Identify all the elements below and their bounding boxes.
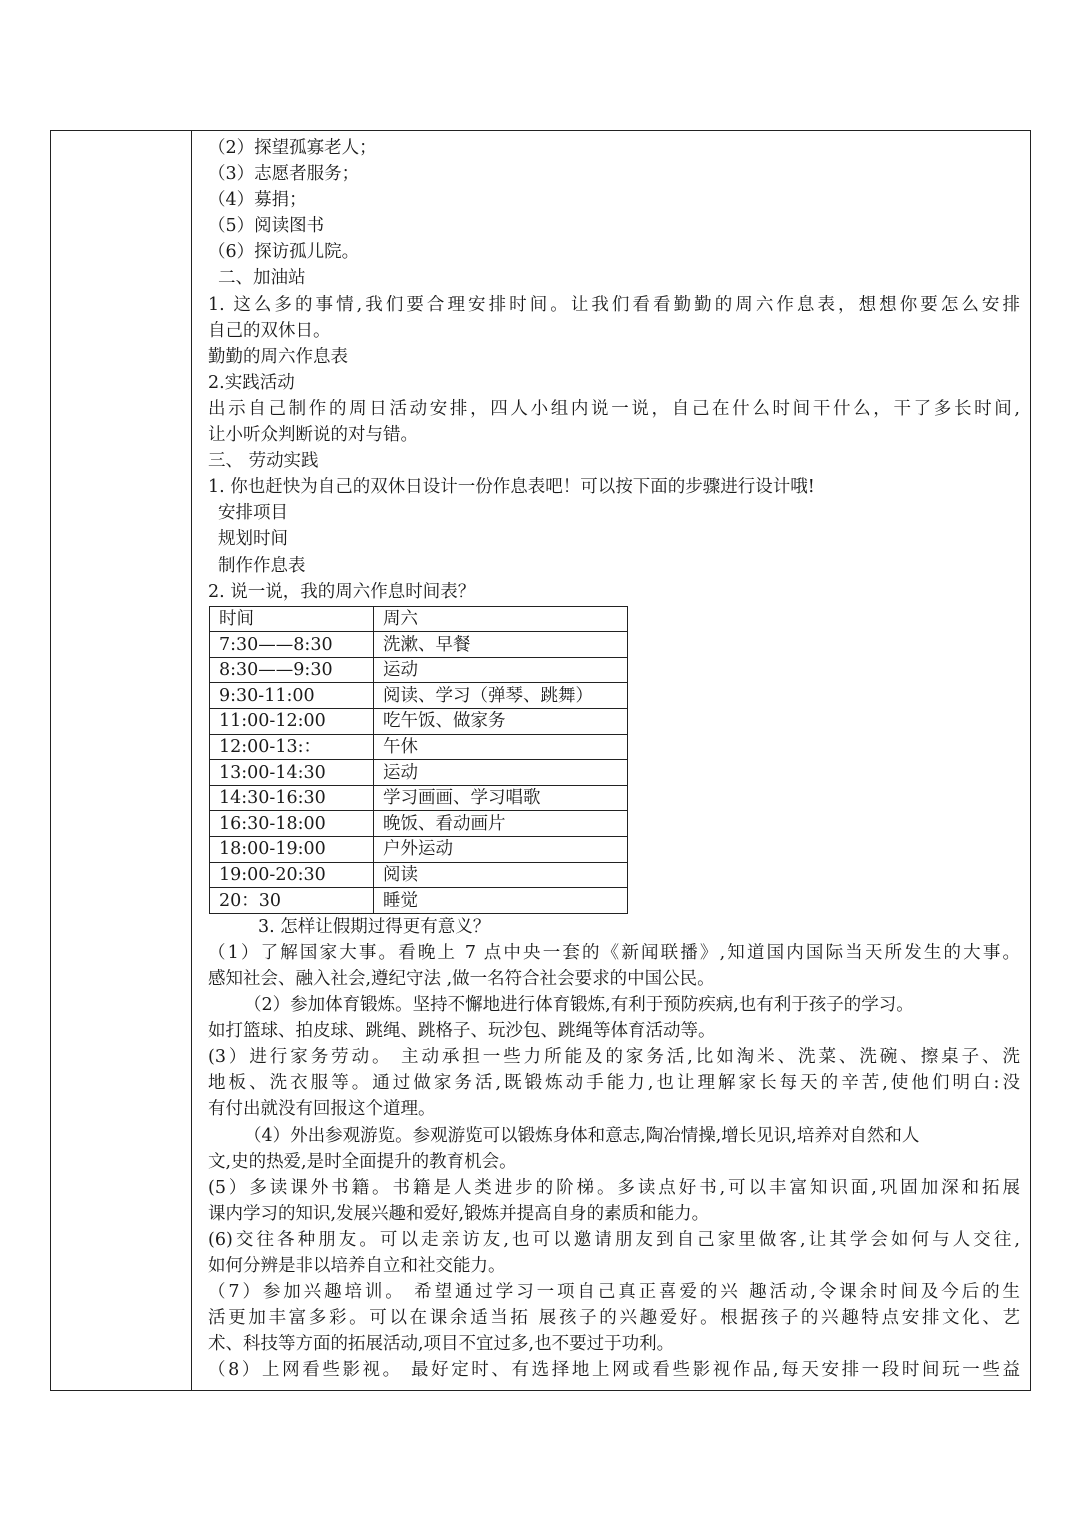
document-content [208,135,1020,1384]
paragraph-line: (6)交往各种朋友。可以走亲访友,也可以邀请朋友到自己家里做客,让其学会如何与人交往, [208,1229,1020,1250]
paragraph-line: 课内学习的知识,发展兴趣和爱好,锻炼并提高自身的素质和能力。 [208,1203,710,1224]
time-cell: 7:30——8:30 [210,632,374,658]
paragraph-line: （2）参加体育锻炼。坚持不懈地进行体育锻炼,有利于预防疾病,也有利于孩子的学习。 [244,995,914,1016]
table-row [210,811,628,837]
time-cell: 13:00-14:30 [210,760,374,786]
time-cell: 11:00-12:00 [210,709,374,735]
time-cell: 14:30-16:30 [210,785,374,811]
time-cell: 12:00-13:： [210,734,374,760]
activity-cell: 洗漱、早餐 [374,632,628,658]
table-header-cell: 周六 [374,606,628,632]
step-item: 制作作息表 [218,555,306,576]
paragraph-line: 有付出就没有回报这个道理。 [208,1099,436,1120]
paragraph-line: 自己的双休日。 [208,320,331,341]
activity-cell: 户外运动 [374,837,628,863]
section-heading: 二、加油站 [218,268,306,289]
paragraph-line: 地板、洗衣服等。通过做家务活,既锻炼动手能力,也让理解家长每天的辛苦,使他们明白:没 [208,1073,1020,1094]
table-row [210,657,628,683]
table-row [210,888,628,914]
paragraph-line: (3）进行家务劳动。 主动承担一些力所能及的家务活,比如淘米、洗菜、洗碗、擦桌子、洗 [208,1047,1020,1068]
list-item: （4）募捐； [208,190,307,211]
paragraph-line: 如打篮球、拍皮球、跳绳、跳格子、玩沙包、跳绳等体育活动等。 [208,1021,716,1042]
activity-cell: 运动 [374,657,628,683]
column-divider [191,130,192,1391]
activity-cell: 阅读 [374,862,628,888]
table-intro: 2. 说一说，我的周六作息时间表？ [208,581,476,602]
section-heading: 三、 劳动实践 [208,451,319,472]
paragraph-line: （1）了解国家大事。看晚上 7 点中央一套的《新闻联播》,知道国内国际当天所发生的大事。 [208,942,1020,963]
time-cell: 9:30-11:00 [210,683,374,709]
paragraph-line: （7）参加兴趣培训。 希望通过学习一项自己真正喜爱的兴 趣活动,令课余时间及今后的生 [208,1282,1020,1303]
activity-cell: 睡觉 [374,888,628,914]
paragraph-line: (5）多读课外书籍。书籍是人类进步的阶梯。多读点好书,可以丰富知识面,巩固加深和拓展 [208,1177,1020,1198]
schedule-table [209,606,628,914]
subsection-title: 2.实践活动 [208,372,295,393]
time-cell: 20：30 [210,888,374,914]
time-cell: 18:00-19:00 [210,837,374,863]
table-row [210,837,628,863]
table-caption: 勤勤的周六作息表 [208,346,348,367]
table-header-row [210,606,628,632]
paragraph-line: 1. 你也赶快为自己的双休日设计一份作息表吧！可以按下面的步骤进行设计哦! [208,477,815,498]
activity-cell: 阅读、学习（弹琴、跳舞） [374,683,628,709]
paragraph-line: 感知社会、融入社会,遵纪守法 ,做一名符合社会要求的中国公民。 [208,969,715,989]
paragraph-line: （8）上网看些影视。 最好定时、有选择地上网或看些影视作品,每天安排一段时间玩一些益 [208,1360,1020,1381]
paragraph-line: 活更加丰富多彩。可以在课余适当拓 展孩子的兴趣爱好。根据孩子的兴趣特点安排文化、艺 [208,1308,1020,1329]
paragraph-line: 出示自己制作的周日活动安排，四人小组内说一说，自己在什么时间干什么，干了多长时间, [208,398,1020,419]
activity-cell: 学习画画、学习唱歌 [374,785,628,811]
paragraph-line: 文,史的热爱,是时全面提升的教育机会。 [208,1151,517,1172]
paragraph-line: 让小听众判断说的对与错。 [208,425,418,446]
table-row [210,632,628,658]
table-header-cell: 时间 [210,606,374,632]
list-item: （6）探访孤儿院。 [208,242,360,263]
table-row [210,760,628,786]
paragraph-line: （4）外出参观游览。参观游览可以锻炼身体和意志,陶冶情操,增长见识,培养对自然和人 [244,1125,920,1146]
table-row [210,683,628,709]
section-heading: 3. 怎样让假期过得更有意义？ [258,916,491,937]
activity-cell: 运动 [374,760,628,786]
table-row [210,734,628,760]
list-item: （2）探望孤寡老人； [208,138,377,158]
activity-cell: 晚饭、看动画片 [374,811,628,837]
paragraph-line: 如何分辨是非以培养自立和社交能力。 [208,1256,506,1277]
paragraph-line: 1. 这么多的事情,我们要合理安排时间。让我们看看勤勤的周六作息表，想想你要怎么安排 [208,294,1020,315]
list-item: （5）阅读图书 [208,216,325,237]
table-row [210,785,628,811]
activity-cell: 午休 [374,734,628,760]
step-item: 规划时间 [218,529,288,550]
table-row [210,862,628,888]
table-row [210,709,628,735]
paragraph-line: 术、科技等方面的拓展活动,项目不宜过多,也不要过于功利。 [208,1334,675,1355]
time-cell: 16:30-18:00 [210,811,374,837]
time-cell: 8:30——9:30 [210,657,374,683]
step-item: 安排项目 [218,503,288,524]
activity-cell: 吃午饭、做家务 [374,709,628,735]
list-item: （3）志愿者服务； [208,164,360,185]
time-cell: 19:00-20:30 [210,862,374,888]
